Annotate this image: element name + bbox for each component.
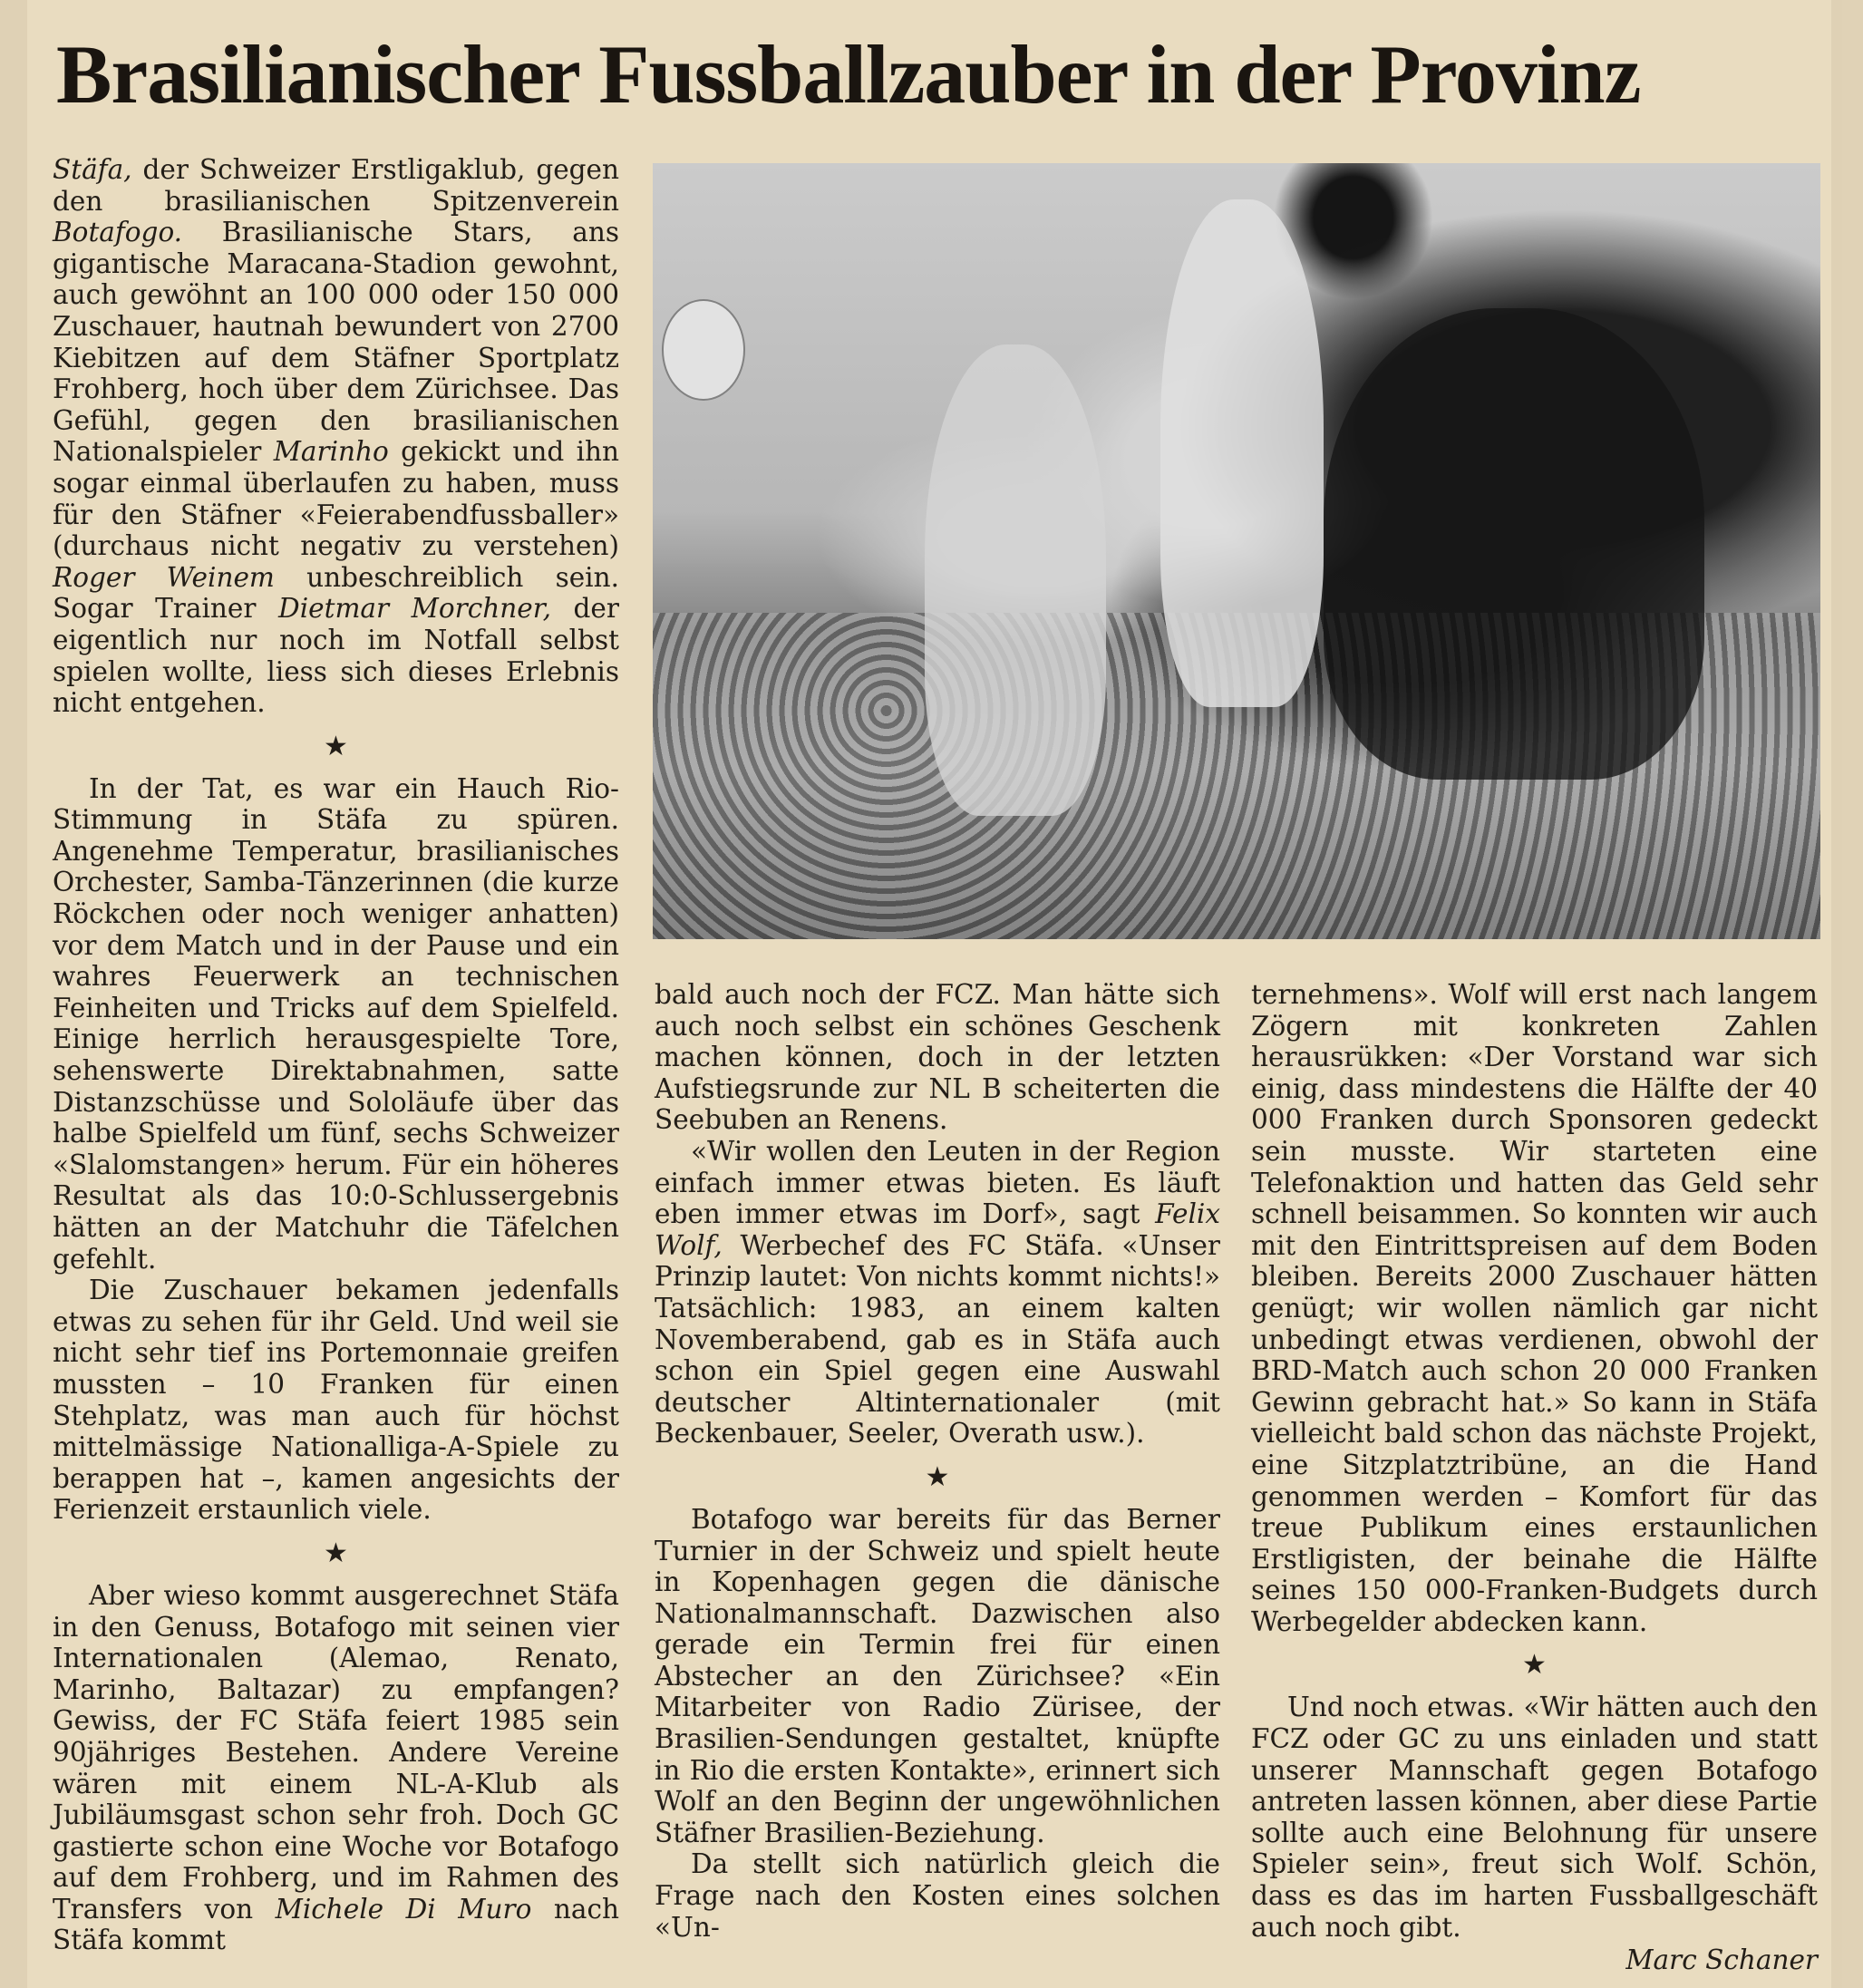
headline: Brasilianischer Fussballzauber in der Provinz — [56, 28, 1641, 121]
italic-name: Michele Di Muro — [275, 1893, 532, 1925]
column-3 — [1251, 979, 1818, 1976]
article-paragraph: Botafogo war bereits für das Berner Turnier in der Schweiz und spielt heute in Kopenhagen gegen die dänische Nationalmannschaft. Dazwischen also gerade ein Termin frei für einen Abstecher an den Zürichsee? «Ein Mitarbeiter von Radio Zürisee, der Brasilien-Sendungen gestaltet, knüpfte in Rio die ersten Kontakte», erinnert sich Wolf an den Beginn der ungewöhnlichen Stäfner Brasilien-Beziehung. — [655, 1503, 1220, 1848]
italic-name: Stäfa, — [53, 154, 132, 185]
article-paragraph: Und noch etwas. «Wir hätten auch den FCZ oder GC zu uns einladen und statt unserer Mannschaft gegen Botafogo antreten lassen können, aber diese Partie sollte auch eine Belohnung für unsere Spieler sein», freut sich Wolf. Schön, dass es das im harten Fussballgeschäft auch noch gibt. — [1251, 1692, 1818, 1943]
football-photo — [653, 163, 1820, 939]
article-paragraph: Stäfa, der Schweizer Erstligaklub, gegen den brasilianischen Spitzenverein Botafogo. Brasilianische Stars, ans gigantische Maracana-Stadion gewohnt, auch gewöhnt an 100 000 oder 150 000 Zuschauer, hautnah bewundert von 2700 Kiebitzen auf dem Stäfner Sportplatz Frohberg, hoch über dem Zürichsee. Das Gefühl, gegen den brasilianischen Nationalspieler Marinho gekickt und ihn sogar einmal überlaufen zu haben, muss für den Stäfner «Feierabendfussballer» (durchaus nicht negativ zu verstehen) Roger Weinem unbeschreiblich sein. Sogar Trainer Dietmar Morchner, der eigentlich nur noch im Notfall selbst spielen wollte, liess sich dieses Erlebnis nicht entgehen. — [53, 154, 620, 719]
football — [662, 299, 745, 401]
adjacent-article-bleed-left — [0, 0, 27, 1988]
section-star: ★ — [1522, 1649, 1547, 1682]
player-silhouette-dark — [1324, 308, 1704, 780]
article-paragraph: In der Tat, es war ein Hauch Rio-Stimmung in Stäfa zu spüren. Angenehme Temperatur, brasilianisches Orchester, Samba-Tänzerinnen (die kurze Röckchen oder noch weniger anhatten) vor dem Match und in der Pause und ein wahres Feuerwerk an technischen Feinheiten und Tricks auf dem Spielfeld. Einige herrlich herausgespielte Tore, sehenswerte Direktabnahmen, satte Distanzschüsse und Sololäufe über das halbe Spielfeld um fünf, sechs Schweizer «Slalomstangen» herum. Für ein höheres Resultat als das 10:0-Schlussergebnis hätten an der Matchuhr die Täfelchen gefehlt. — [53, 772, 619, 1275]
article-paragraph: Aber wieso kommt ausgerechnet Stäfa in den Genuss, Botafogo mit seinen vier Internationalen (Alemao, Renato, Marinho, Baltazar) zu empfangen? Gewiss, der FC Stäfa feiert 1985 sein 90jähriges Bestehen. Andere Vereine wären mit einem NL-A-Klub als Jubiläumsgast schon sehr froh. Doch GC gastierte schon eine Woche vor Botafogo auf dem Frohberg, und im Rahmen des Transfers von Michele Di Muro nach Stäfa kommt — [53, 1579, 619, 1956]
article-paragraph: ternehmens». Wolf will erst nach langem Zögern mit konkreten Zahlen herausrükken: «Der Vorstand war sich einig, dass mindestens die Hälfte der 40 000 Franken durch Sponsoren gedeckt sein musste. Wir starteten eine Telefonaktion und hatten das Geld sehr schnell beisammen. So konnten wir auch mit den Eintrittspreisen auf dem Boden bleiben. Bereits 2000 Zuschauer hätten genügt; wir wollen nämlich gar nicht unbedingt etwas verdienen, obwohl der BRD-Match auch schon 20 000 Franken Gewinn gebracht hat.» So kann in Stäfa vielleicht bald schon das nächste Projekt, eine Sitzplatztribüne, an die Hand genommen werden – Komfort für das treue Publikum eines erstaunlichen Erstligisten, der beinahe die Hälfte seines 150 000-Franken-Budgets durch Werbegelder abdecken kann. — [1251, 979, 1818, 1637]
author-signature: Marc Schaner — [1625, 1944, 1818, 1976]
italic-name: Dietmar Morchner, — [278, 593, 551, 625]
article-paragraph: bald auch noch der FCZ. Man hätte sich auch noch selbst ein schönes Geschenk machen können, doch in der letzten Aufstiegsrunde zur NL B scheiterten die Seebuben an Renens. — [655, 979, 1220, 1136]
player-silhouette-left — [925, 344, 1106, 816]
section-star: ★ — [324, 730, 348, 762]
italic-name: Marinho — [273, 436, 389, 468]
article-paragraph: «Wir wollen den Leuten in der Region einfach immer etwas bieten. Es läuft eben immer etwas im Dorf», sagt Felix Wolf, Werbechef des FC Stäfa. «Unser Prinzip lautet: Von nichts kommt nichts!» Tatsächlich: 1983, an einem kalten Novemberabend, gab es in Stäfa auch schon ein Spiel gegen eine Auswahl deutscher Altinternationaler (mit Beckenbauer, Seeler, Overath usw.). — [655, 1135, 1220, 1450]
column-1 — [53, 154, 619, 1956]
article-paragraph: Da stellt sich natürlich gleich die Frage nach den Kosten eines solchen «Un- — [655, 1848, 1220, 1943]
italic-name: Felix Wolf, — [655, 1198, 1220, 1261]
section-star: ★ — [324, 1537, 348, 1569]
section-star: ★ — [925, 1460, 950, 1493]
column-2 — [655, 979, 1220, 1943]
player-silhouette-white — [1160, 199, 1324, 707]
italic-name: Roger Weinem — [53, 561, 275, 593]
article-paragraph: Die Zuschauer bekamen jedenfalls etwas zu sehen für ihr Geld. Und weil sie nicht sehr tief ins Portemonnaie greifen mussten – 10 Franken für einen Stehplatz, was man auch für höchst mittelmässige Nationalliga-A-Spiele zu berappen hat –, kamen angesichts der Ferienzeit erstaunlich viele. — [53, 1275, 619, 1526]
adjacent-article-bleed-right — [1831, 0, 1863, 1988]
italic-name: Botafogo. — [53, 217, 183, 248]
